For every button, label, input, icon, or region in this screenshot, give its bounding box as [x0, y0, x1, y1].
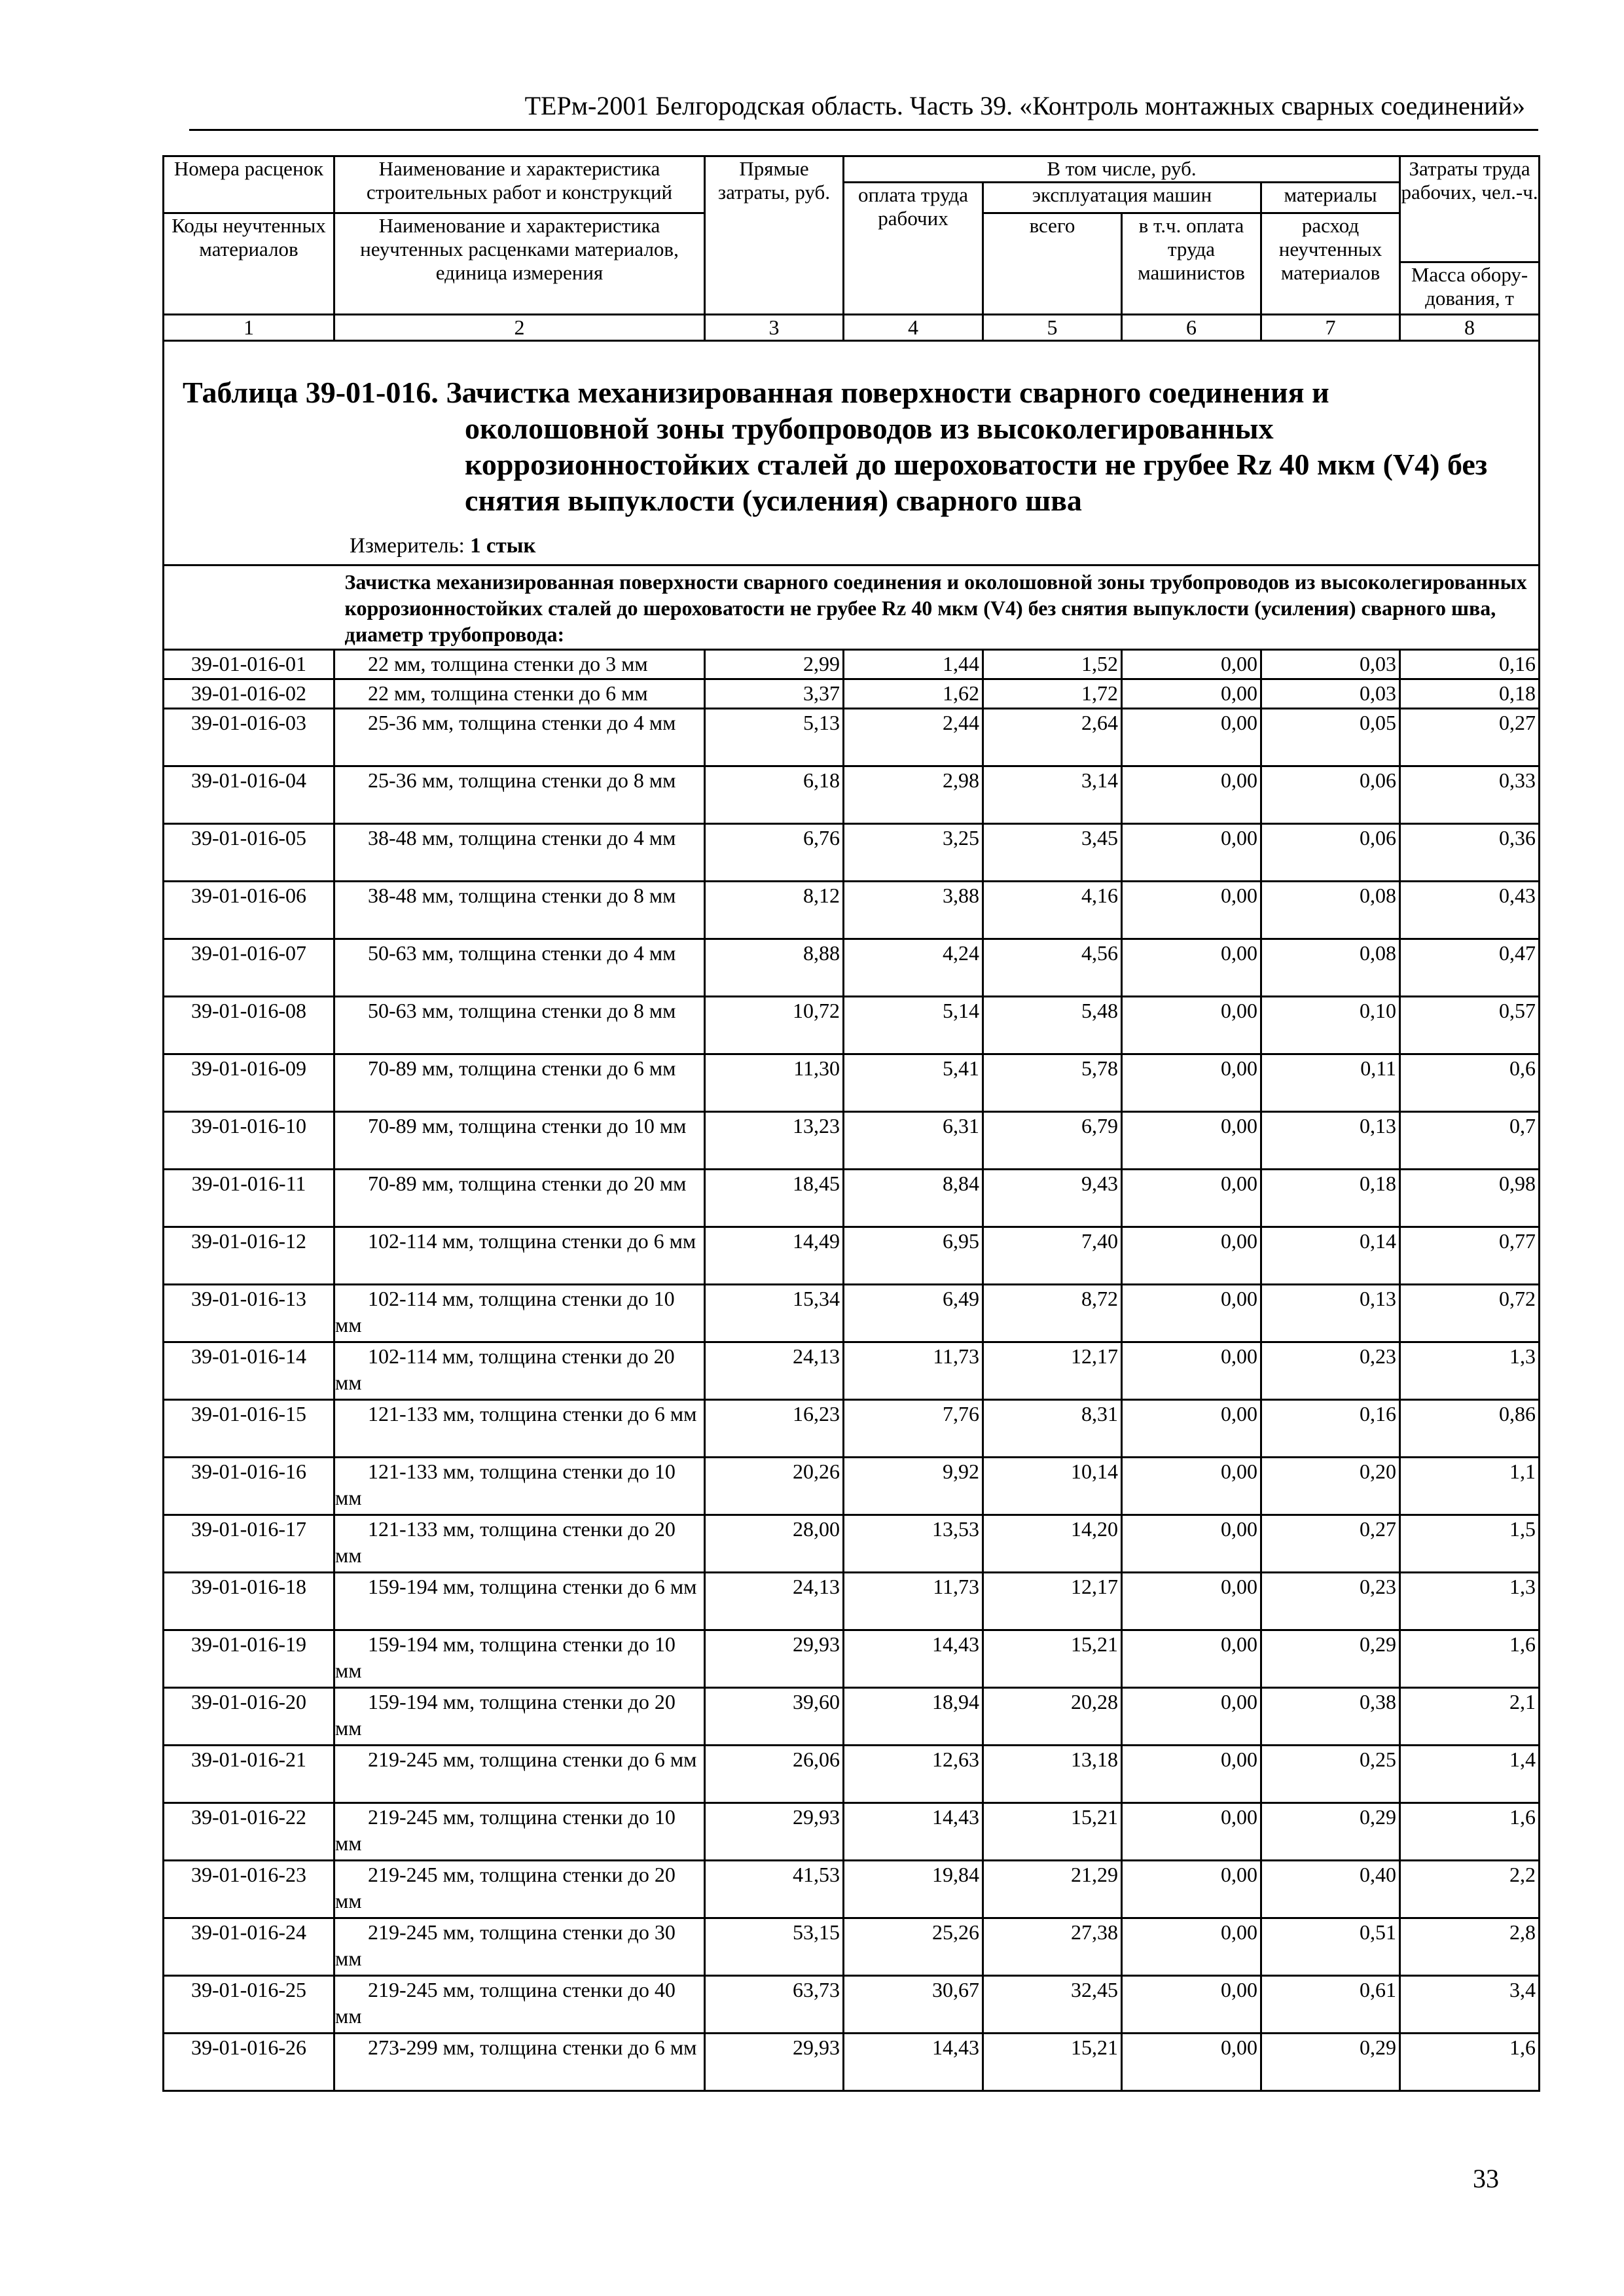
rate-name: 102-114 мм, толщина стенки до 20 мм	[334, 1342, 705, 1400]
column-number: 8	[1400, 315, 1540, 341]
table-body	[164, 341, 1540, 650]
machines-total: 3,45	[983, 824, 1122, 882]
materials-cost: 0,29	[1261, 1803, 1400, 1861]
worker-pay: 13,53	[844, 1515, 983, 1573]
labor-hours: 0,36	[1400, 824, 1540, 882]
rate-name: 70-89 мм, толщина стенки до 10 мм	[334, 1112, 705, 1170]
materials-cost: 0,16	[1261, 1400, 1400, 1458]
rate-name: 102-114 мм, толщина стенки до 10 мм	[334, 1285, 705, 1342]
materials-cost: 0,10	[1261, 997, 1400, 1054]
machines-total: 1,72	[983, 679, 1122, 709]
table-row	[164, 997, 1540, 1054]
machinist-pay: 0,00	[1122, 1573, 1261, 1630]
materials-cost: 0,08	[1261, 939, 1400, 997]
rate-code: 39-01-016-20	[164, 1688, 334, 1746]
materials-cost: 0,03	[1261, 679, 1400, 709]
worker-pay: 7,76	[844, 1400, 983, 1458]
labor-hours: 0,43	[1400, 882, 1540, 939]
worker-pay: 12,63	[844, 1746, 983, 1803]
machinist-pay: 0,00	[1122, 650, 1261, 679]
direct-costs: 13,23	[705, 1112, 844, 1170]
machines-total: 4,56	[983, 939, 1122, 997]
measure-unit	[350, 533, 536, 559]
worker-pay: 25,26	[844, 1918, 983, 1976]
labor-hours: 2,1	[1400, 1688, 1540, 1746]
labor-hours: 2,2	[1400, 1861, 1540, 1918]
direct-costs: 29,93	[705, 1630, 844, 1688]
table-row	[164, 709, 1540, 766]
machines-total: 12,17	[983, 1573, 1122, 1630]
materials-cost: 0,13	[1261, 1285, 1400, 1342]
rate-code: 39-01-016-17	[164, 1515, 334, 1573]
column-number: 5	[983, 315, 1122, 341]
table-row	[164, 1976, 1540, 2034]
table-row	[164, 2034, 1540, 2091]
machines-total: 13,18	[983, 1746, 1122, 1803]
rate-code: 39-01-016-14	[164, 1342, 334, 1400]
section-title-block	[164, 342, 1538, 564]
machines-total: 1,52	[983, 650, 1122, 679]
worker-pay: 14,43	[844, 1803, 983, 1861]
labor-hours: 0,77	[1400, 1227, 1540, 1285]
machinist-pay: 0,00	[1122, 1054, 1261, 1112]
rate-rows	[164, 650, 1540, 2091]
header-rate-numbers: Номера расценок	[164, 156, 334, 213]
worker-pay: 14,43	[844, 2034, 983, 2091]
rate-name: 70-89 мм, толщина стенки до 20 мм	[334, 1170, 705, 1227]
materials-cost: 0,20	[1261, 1458, 1400, 1515]
labor-hours: 0,47	[1400, 939, 1540, 997]
rate-code: 39-01-016-08	[164, 997, 334, 1054]
running-header-text: ТЕРм-2001 Белгородская область. Часть 39. «Контроль монтажных сварных соединений»	[524, 91, 1525, 120]
measure-value: 1 стык	[470, 534, 536, 558]
table-row	[164, 1803, 1540, 1861]
rate-code: 39-01-016-02	[164, 679, 334, 709]
column-number: 4	[844, 315, 983, 341]
table-row	[164, 1342, 1540, 1400]
machines-total: 27,38	[983, 1918, 1122, 1976]
labor-hours: 1,6	[1400, 2034, 1540, 2091]
machines-total: 7,40	[983, 1227, 1122, 1285]
materials-cost: 0,40	[1261, 1861, 1400, 1918]
direct-costs: 20,26	[705, 1458, 844, 1515]
rate-code: 39-01-016-07	[164, 939, 334, 997]
description-cell	[334, 565, 1540, 650]
direct-costs: 10,72	[705, 997, 844, 1054]
direct-costs: 5,13	[705, 709, 844, 766]
table-row	[164, 1458, 1540, 1515]
direct-costs: 2,99	[705, 650, 844, 679]
rate-code: 39-01-016-16	[164, 1458, 334, 1515]
machines-total: 20,28	[983, 1688, 1122, 1746]
machines-total: 12,17	[983, 1342, 1122, 1400]
direct-costs: 29,93	[705, 2034, 844, 2091]
direct-costs: 24,13	[705, 1573, 844, 1630]
table-row	[164, 1400, 1540, 1458]
column-numbers-row	[164, 315, 1540, 341]
table-row	[164, 1515, 1540, 1573]
machinist-pay: 0,00	[1122, 1746, 1261, 1803]
rate-code: 39-01-016-13	[164, 1285, 334, 1342]
rate-code: 39-01-016-25	[164, 1976, 334, 2034]
table-row	[164, 939, 1540, 997]
machinist-pay: 0,00	[1122, 1976, 1261, 2034]
rate-name: 219-245 мм, толщина стенки до 40 мм	[334, 1976, 705, 2034]
labor-hours: 1,3	[1400, 1573, 1540, 1630]
table-row	[164, 1170, 1540, 1227]
direct-costs: 14,49	[705, 1227, 844, 1285]
worker-pay: 2,98	[844, 766, 983, 824]
worker-pay: 6,95	[844, 1227, 983, 1285]
rate-name: 50-63 мм, толщина стенки до 8 мм	[334, 997, 705, 1054]
machinist-pay: 0,00	[1122, 1861, 1261, 1918]
machines-total: 14,20	[983, 1515, 1122, 1573]
rate-name: 25-36 мм, толщина стенки до 8 мм	[334, 766, 705, 824]
machinist-pay: 0,00	[1122, 1112, 1261, 1170]
rate-name: 219-245 мм, толщина стенки до 20 мм	[334, 1861, 705, 1918]
table-row	[164, 1918, 1540, 1976]
rate-code: 39-01-016-15	[164, 1400, 334, 1458]
machinist-pay: 0,00	[1122, 1458, 1261, 1515]
machinist-pay: 0,00	[1122, 1170, 1261, 1227]
header-direct-costs: Прямые затраты, руб.	[705, 156, 844, 315]
direct-costs: 6,76	[705, 824, 844, 882]
worker-pay: 1,44	[844, 650, 983, 679]
rate-code: 39-01-016-11	[164, 1170, 334, 1227]
labor-hours: 0,7	[1400, 1112, 1540, 1170]
worker-pay: 8,84	[844, 1170, 983, 1227]
machines-total: 8,72	[983, 1285, 1122, 1342]
worker-pay: 6,31	[844, 1112, 983, 1170]
header-material-name: Наименование и характеристика неучтенных расценками материалов, единица измерения	[334, 213, 705, 315]
table-row	[164, 1573, 1540, 1630]
column-number: 2	[334, 315, 705, 341]
table-row	[164, 766, 1540, 824]
worker-pay: 1,62	[844, 679, 983, 709]
rate-name: 22 мм, толщина стенки до 3 мм	[334, 650, 705, 679]
header-including: В том числе, руб.	[844, 156, 1400, 183]
rate-name: 159-194 мм, толщина стенки до 10 мм	[334, 1630, 705, 1688]
header-materials: материалы	[1261, 183, 1400, 213]
measure-label: Измеритель:	[350, 534, 471, 558]
running-header	[189, 92, 1538, 131]
machinist-pay: 0,00	[1122, 1630, 1261, 1688]
rate-name: 121-133 мм, толщина стенки до 10 мм	[334, 1458, 705, 1515]
worker-pay: 4,24	[844, 939, 983, 997]
table-title-continuation: околошовной зоны трубопроводов из высоколегированных коррозионностойких сталей до шероховатости не грубее Rz 40 мкм (V4) без снятия выпуклости (усиления) сварного шва	[465, 412, 1488, 517]
direct-costs: 28,00	[705, 1515, 844, 1573]
header-machines-total: всего	[983, 213, 1122, 315]
worker-pay: 2,44	[844, 709, 983, 766]
labor-hours: 0,72	[1400, 1285, 1540, 1342]
materials-cost: 0,08	[1261, 882, 1400, 939]
rate-code: 39-01-016-10	[164, 1112, 334, 1170]
machinist-pay: 0,00	[1122, 766, 1261, 824]
rate-code: 39-01-016-01	[164, 650, 334, 679]
rate-code: 39-01-016-04	[164, 766, 334, 824]
direct-costs: 63,73	[705, 1976, 844, 2034]
materials-cost: 0,29	[1261, 1630, 1400, 1688]
rate-code: 39-01-016-03	[164, 709, 334, 766]
machinist-pay: 0,00	[1122, 2034, 1261, 2091]
worker-pay: 5,14	[844, 997, 983, 1054]
worker-pay: 9,92	[844, 1458, 983, 1515]
worker-pay: 11,73	[844, 1573, 983, 1630]
direct-costs: 26,06	[705, 1746, 844, 1803]
direct-costs: 16,23	[705, 1400, 844, 1458]
description-code-cell	[164, 565, 334, 650]
rate-code: 39-01-016-05	[164, 824, 334, 882]
rate-code: 39-01-016-18	[164, 1573, 334, 1630]
machinist-pay: 0,00	[1122, 1227, 1261, 1285]
materials-cost: 0,38	[1261, 1688, 1400, 1746]
direct-costs: 53,15	[705, 1918, 844, 1976]
header-labor-costs: Затраты труда рабочих, чел.-ч.	[1400, 156, 1540, 262]
machinist-pay: 0,00	[1122, 1918, 1261, 1976]
table-row	[164, 1227, 1540, 1285]
rates-table	[162, 155, 1540, 2092]
machines-total: 9,43	[983, 1170, 1122, 1227]
rate-name: 159-194 мм, толщина стенки до 6 мм	[334, 1573, 705, 1630]
section-description-row	[164, 565, 1540, 650]
machinist-pay: 0,00	[1122, 824, 1261, 882]
labor-hours: 0,6	[1400, 1054, 1540, 1112]
rate-name: 219-245 мм, толщина стенки до 6 мм	[334, 1746, 705, 1803]
table-row	[164, 1112, 1540, 1170]
header-machine-operation: эксплуатация машин	[983, 183, 1261, 213]
header-unaccounted-materials: расход неучтенных материалов	[1261, 213, 1400, 315]
labor-hours: 1,4	[1400, 1746, 1540, 1803]
worker-pay: 18,94	[844, 1688, 983, 1746]
direct-costs: 8,12	[705, 882, 844, 939]
machines-total: 21,29	[983, 1861, 1122, 1918]
rate-code: 39-01-016-19	[164, 1630, 334, 1688]
header-material-codes: Коды неучтенных материалов	[164, 213, 334, 315]
materials-cost: 0,06	[1261, 824, 1400, 882]
rate-name: 121-133 мм, толщина стенки до 6 мм	[334, 1400, 705, 1458]
direct-costs: 15,34	[705, 1285, 844, 1342]
rate-name: 219-245 мм, толщина стенки до 30 мм	[334, 1918, 705, 1976]
table-row	[164, 1688, 1540, 1746]
rate-code: 39-01-016-09	[164, 1054, 334, 1112]
rate-code: 39-01-016-06	[164, 882, 334, 939]
rate-code: 39-01-016-24	[164, 1918, 334, 1976]
worker-pay: 14,43	[844, 1630, 983, 1688]
rate-code: 39-01-016-22	[164, 1803, 334, 1861]
worker-pay: 19,84	[844, 1861, 983, 1918]
machinist-pay: 0,00	[1122, 679, 1261, 709]
machinist-pay: 0,00	[1122, 939, 1261, 997]
rate-code: 39-01-016-21	[164, 1746, 334, 1803]
table-row	[164, 679, 1540, 709]
materials-cost: 0,18	[1261, 1170, 1400, 1227]
machines-total: 15,21	[983, 1803, 1122, 1861]
machines-total: 2,64	[983, 709, 1122, 766]
column-number: 3	[705, 315, 844, 341]
labor-hours: 2,8	[1400, 1918, 1540, 1976]
direct-costs: 24,13	[705, 1342, 844, 1400]
direct-costs: 11,30	[705, 1054, 844, 1112]
rate-name: 121-133 мм, толщина стенки до 20 мм	[334, 1515, 705, 1573]
table-row	[164, 1054, 1540, 1112]
machines-total: 3,14	[983, 766, 1122, 824]
worker-pay: 5,41	[844, 1054, 983, 1112]
table-row	[164, 1630, 1540, 1688]
page-number: 33	[1473, 2164, 1499, 2193]
section-title-row	[164, 341, 1540, 565]
machines-total: 5,48	[983, 997, 1122, 1054]
materials-cost: 0,27	[1261, 1515, 1400, 1573]
materials-cost: 0,11	[1261, 1054, 1400, 1112]
machinist-pay: 0,00	[1122, 882, 1261, 939]
worker-pay: 6,49	[844, 1285, 983, 1342]
machinist-pay: 0,00	[1122, 997, 1261, 1054]
materials-cost: 0,29	[1261, 2034, 1400, 2091]
worker-pay: 3,25	[844, 824, 983, 882]
machines-total: 32,45	[983, 1976, 1122, 2034]
header-worker-pay: оплата труда рабочих	[844, 183, 983, 315]
machinist-pay: 0,00	[1122, 709, 1261, 766]
labor-hours: 0,98	[1400, 1170, 1540, 1227]
column-number: 6	[1122, 315, 1261, 341]
machines-total: 4,16	[983, 882, 1122, 939]
column-number: 7	[1261, 315, 1400, 341]
labor-hours: 0,18	[1400, 679, 1540, 709]
machines-total: 15,21	[983, 2034, 1122, 2091]
machinist-pay: 0,00	[1122, 1400, 1261, 1458]
labor-hours: 0,86	[1400, 1400, 1540, 1458]
materials-cost: 0,03	[1261, 650, 1400, 679]
direct-costs: 18,45	[705, 1170, 844, 1227]
direct-costs: 39,60	[705, 1688, 844, 1746]
direct-costs: 29,93	[705, 1803, 844, 1861]
labor-hours: 3,4	[1400, 1976, 1540, 2034]
table-header	[164, 156, 1540, 341]
rate-code: 39-01-016-23	[164, 1861, 334, 1918]
materials-cost: 0,51	[1261, 1918, 1400, 1976]
materials-cost: 0,13	[1261, 1112, 1400, 1170]
table-row	[164, 824, 1540, 882]
table-row	[164, 1285, 1540, 1342]
direct-costs: 8,88	[705, 939, 844, 997]
materials-cost: 0,06	[1261, 766, 1400, 824]
machinist-pay: 0,00	[1122, 1515, 1261, 1573]
labor-hours: 0,33	[1400, 766, 1540, 824]
machines-total: 10,14	[983, 1458, 1122, 1515]
header-work-name: Наименование и характеристика строительных работ и конструкций	[334, 156, 705, 213]
labor-hours: 1,6	[1400, 1803, 1540, 1861]
rate-name: 38-48 мм, толщина стенки до 8 мм	[334, 882, 705, 939]
machinist-pay: 0,00	[1122, 1285, 1261, 1342]
labor-hours: 0,16	[1400, 650, 1540, 679]
column-number: 1	[164, 315, 334, 341]
table-row	[164, 650, 1540, 679]
machinist-pay: 0,00	[1122, 1688, 1261, 1746]
worker-pay: 11,73	[844, 1342, 983, 1400]
machines-total: 15,21	[983, 1630, 1122, 1688]
materials-cost: 0,05	[1261, 709, 1400, 766]
rate-code: 39-01-016-12	[164, 1227, 334, 1285]
rate-name: 70-89 мм, толщина стенки до 6 мм	[334, 1054, 705, 1112]
machines-total: 5,78	[983, 1054, 1122, 1112]
materials-cost: 0,23	[1261, 1342, 1400, 1400]
materials-cost: 0,23	[1261, 1573, 1400, 1630]
materials-cost: 0,25	[1261, 1746, 1400, 1803]
worker-pay: 3,88	[844, 882, 983, 939]
direct-costs: 41,53	[705, 1861, 844, 1918]
rate-name: 273-299 мм, толщина стенки до 6 мм	[334, 2034, 705, 2091]
machines-total: 8,31	[983, 1400, 1122, 1458]
direct-costs: 6,18	[705, 766, 844, 824]
machinist-pay: 0,00	[1122, 1342, 1261, 1400]
worker-pay: 30,67	[844, 1976, 983, 2034]
header-machinist-pay: в т.ч. оплата труда машинистов	[1122, 213, 1261, 315]
table-title: Таблица 39-01-016. Зачистка механизированная поверхности сварного соединения и	[183, 376, 1329, 409]
rate-name: 22 мм, толщина стенки до 6 мм	[334, 679, 705, 709]
rate-name: 219-245 мм, толщина стенки до 10 мм	[334, 1803, 705, 1861]
labor-hours: 1,3	[1400, 1342, 1540, 1400]
header-equipment-mass: Масса обору-дования, т	[1400, 262, 1540, 315]
rate-name: 25-36 мм, толщина стенки до 4 мм	[334, 709, 705, 766]
materials-cost: 0,61	[1261, 1976, 1400, 2034]
materials-cost: 0,14	[1261, 1227, 1400, 1285]
rate-code: 39-01-016-26	[164, 2034, 334, 2091]
rate-name: 50-63 мм, толщина стенки до 4 мм	[334, 939, 705, 997]
direct-costs: 3,37	[705, 679, 844, 709]
table-row	[164, 1861, 1540, 1918]
rate-name: 38-48 мм, толщина стенки до 4 мм	[334, 824, 705, 882]
labor-hours: 1,5	[1400, 1515, 1540, 1573]
labor-hours: 1,6	[1400, 1630, 1540, 1688]
table-row	[164, 882, 1540, 939]
table-row	[164, 1746, 1540, 1803]
rate-name: 159-194 мм, толщина стенки до 20 мм	[334, 1688, 705, 1746]
section-description: Зачистка механизированная поверхности сварного соединения и околошовной зоны трубопроводов из высоколегированных коррозионностойких сталей до шероховатости не грубее Rz 40 мкм (V4) без снятия выпуклости (усиления) сварного шва, диаметр трубопровода:	[344, 570, 1527, 646]
labor-hours: 0,27	[1400, 709, 1540, 766]
labor-hours: 1,1	[1400, 1458, 1540, 1515]
rate-name: 102-114 мм, толщина стенки до 6 мм	[334, 1227, 705, 1285]
machines-total: 6,79	[983, 1112, 1122, 1170]
labor-hours: 0,57	[1400, 997, 1540, 1054]
machinist-pay: 0,00	[1122, 1803, 1261, 1861]
